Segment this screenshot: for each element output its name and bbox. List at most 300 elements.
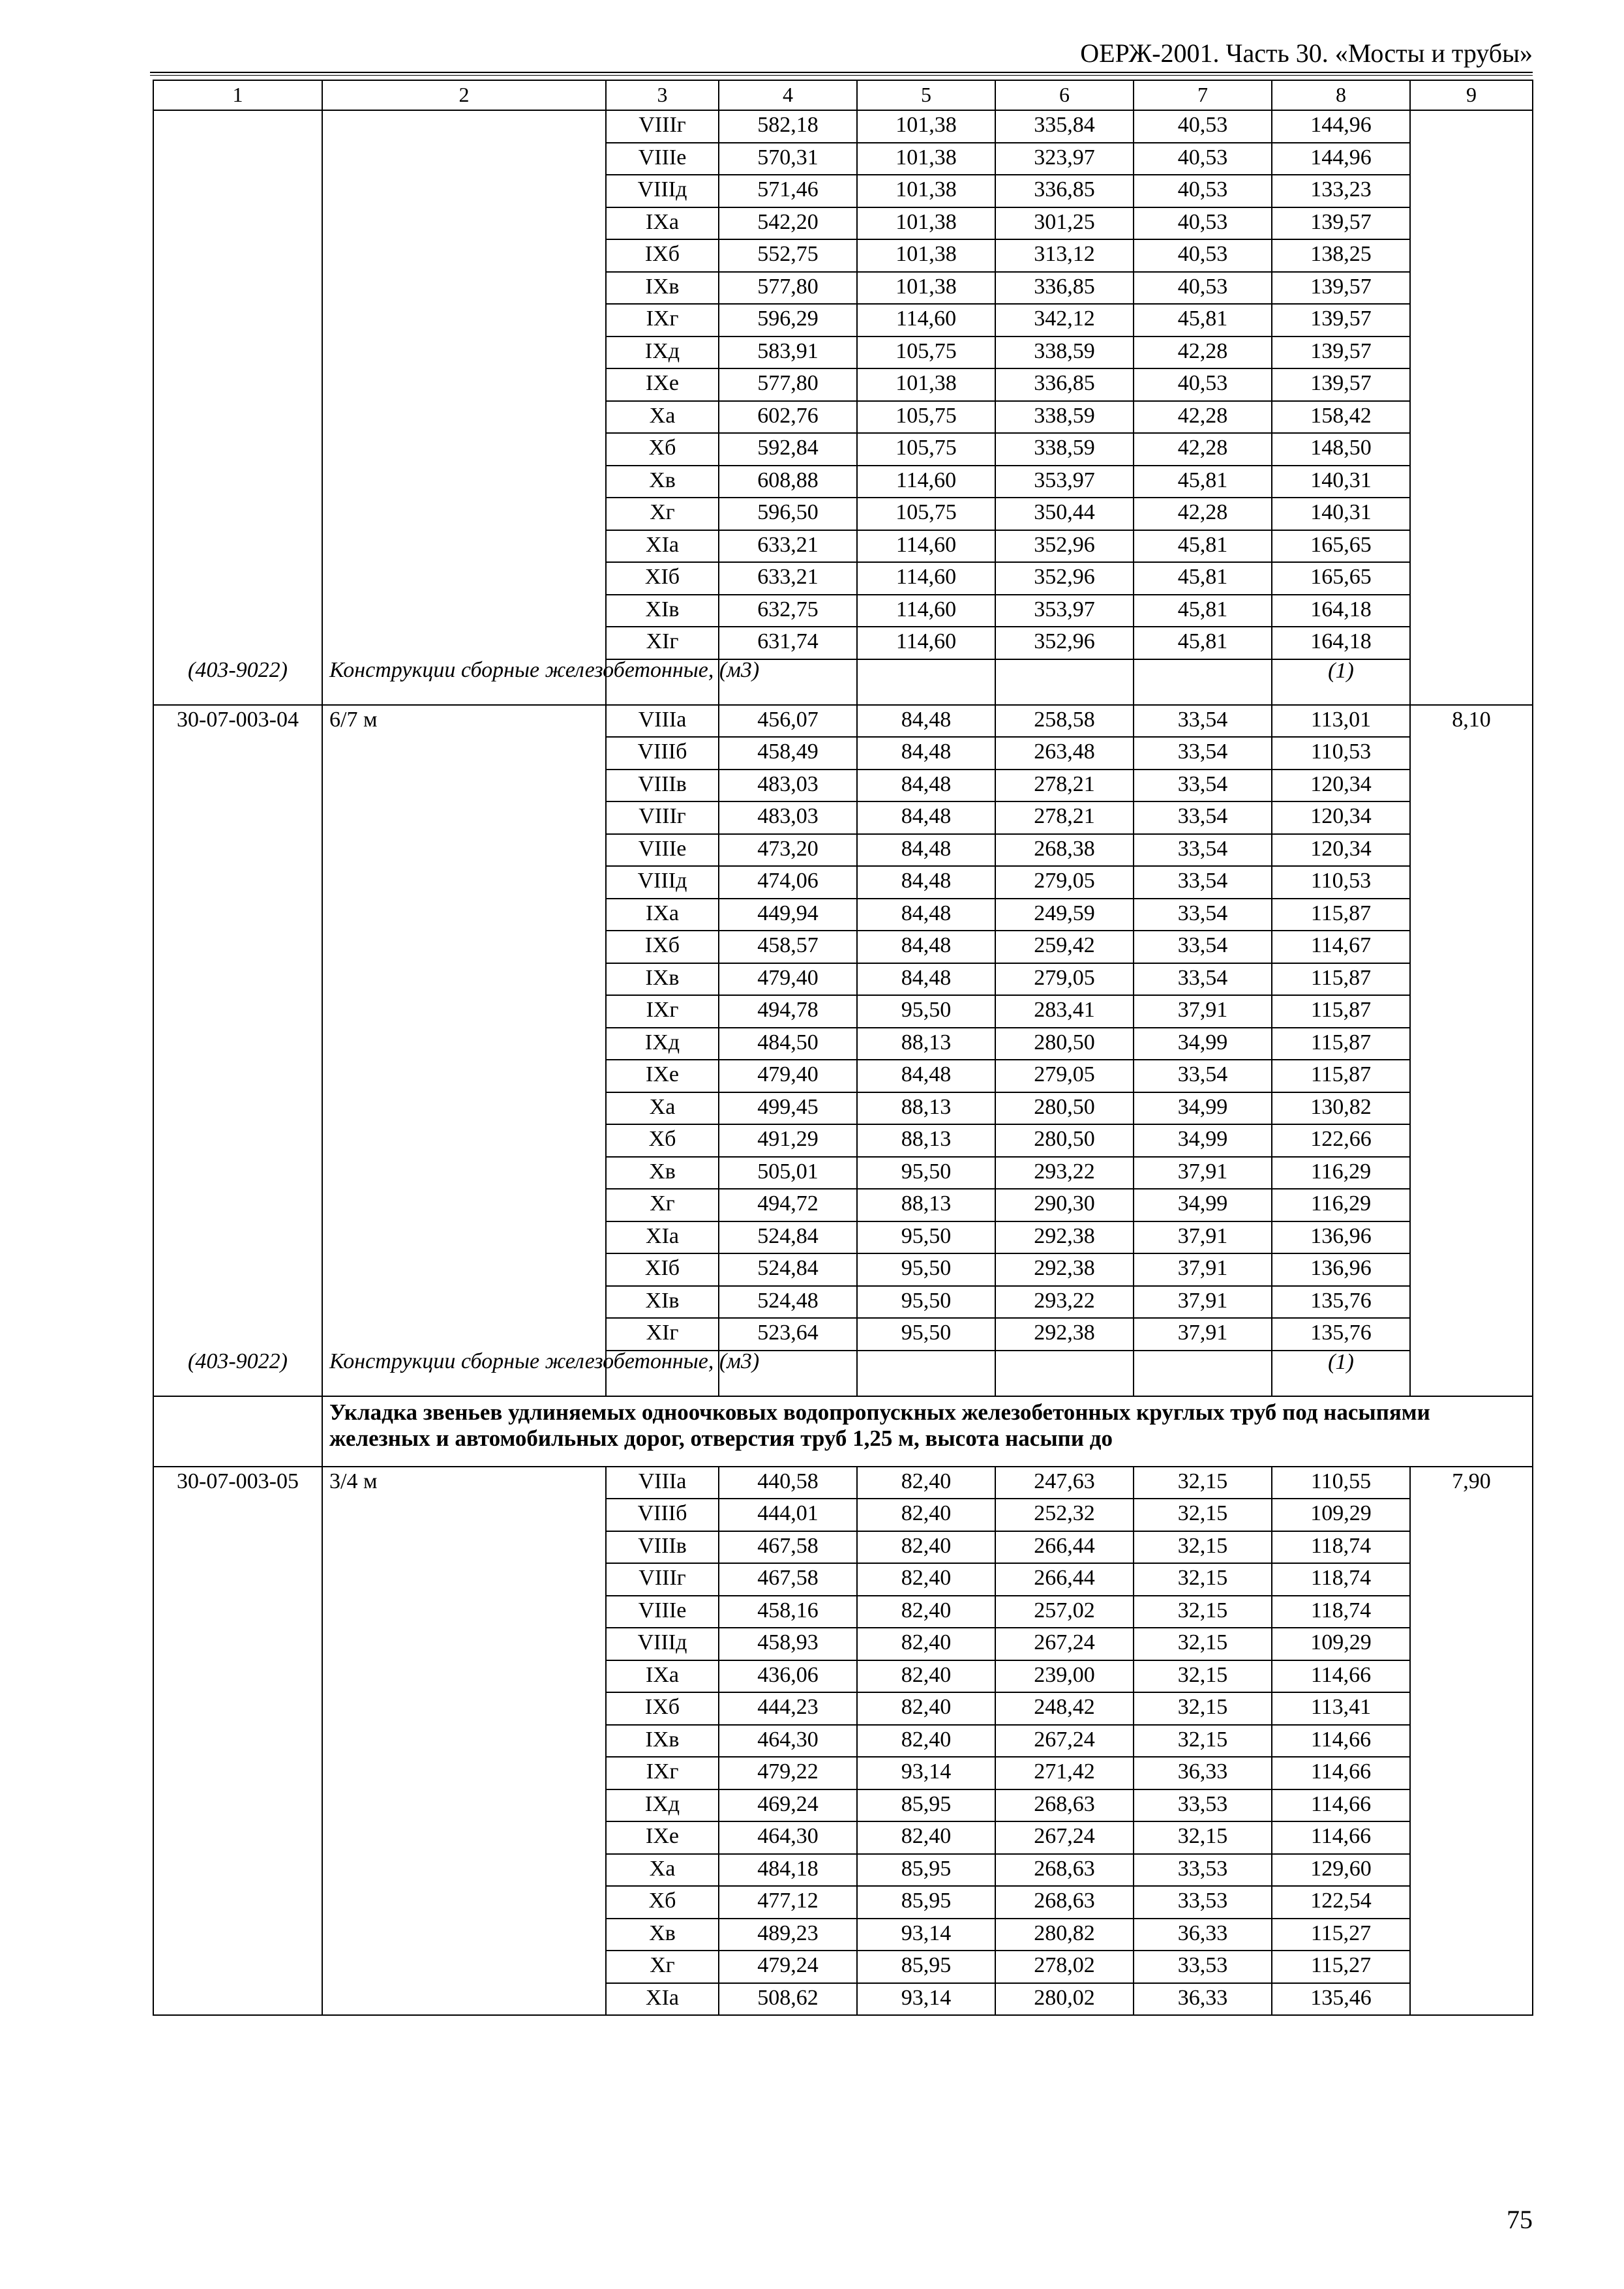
- table-row: [153, 1253, 1533, 1286]
- value-cell: 484,18: [719, 1854, 857, 1887]
- norm-code: [153, 1789, 322, 1822]
- table-row: [153, 1221, 1533, 1254]
- zone-cell: VIIIв: [606, 770, 719, 802]
- value-cell: 95,50: [857, 1157, 995, 1189]
- norm-name: [322, 433, 606, 466]
- value-cell: 436,06: [719, 1660, 857, 1693]
- value-cell: 37,91: [1134, 1221, 1272, 1254]
- value-cell: 82,40: [857, 1660, 995, 1693]
- value-cell: 239,00: [995, 1660, 1134, 1693]
- norm-col9: [1410, 466, 1533, 498]
- zone-cell: IXв: [606, 963, 719, 996]
- value-cell: 165,65: [1272, 562, 1410, 595]
- table-row: [153, 737, 1533, 770]
- norm-name: [322, 1789, 606, 1822]
- zone-cell: Xв: [606, 1157, 719, 1189]
- zone-cell: Xг: [606, 1189, 719, 1221]
- norm-col9: [1410, 595, 1533, 627]
- norm-col9: [1410, 1563, 1533, 1596]
- value-cell: 631,74: [719, 627, 857, 659]
- value-cell: 268,38: [995, 834, 1134, 867]
- norms-table-body: [153, 80, 1533, 2015]
- value-cell: 293,22: [995, 1286, 1134, 1319]
- norm-col9: [1410, 1189, 1533, 1221]
- column-number: 6: [995, 80, 1134, 110]
- value-cell: 136,96: [1272, 1253, 1410, 1286]
- norm-name: [322, 1060, 606, 1092]
- value-cell: 113,01: [1272, 705, 1410, 738]
- value-cell: 353,97: [995, 595, 1134, 627]
- value-cell: 32,15: [1134, 1467, 1272, 1499]
- value-cell: 140,31: [1272, 498, 1410, 530]
- value-cell: 135,46: [1272, 1983, 1410, 2016]
- value-cell: 440,58: [719, 1467, 857, 1499]
- norm-code: [153, 866, 322, 899]
- zone-cell: IXв: [606, 272, 719, 305]
- header-rule: [150, 72, 1533, 76]
- norm-name: [322, 1157, 606, 1189]
- value-cell: 40,53: [1134, 207, 1272, 240]
- norm-col9: [1410, 1951, 1533, 1983]
- value-cell: 592,84: [719, 433, 857, 466]
- unit-reference: (403-9022): [153, 1351, 322, 1396]
- table-cell: [857, 1351, 995, 1396]
- norm-code: [153, 1092, 322, 1125]
- value-cell: 494,72: [719, 1189, 857, 1221]
- value-cell: 105,75: [857, 337, 995, 369]
- zone-cell: Xб: [606, 1886, 719, 1919]
- value-cell: 33,54: [1134, 705, 1272, 738]
- norm-code: [153, 1757, 322, 1789]
- norm-col9: [1410, 627, 1533, 659]
- value-cell: 33,53: [1134, 1951, 1272, 1983]
- column-number: 4: [719, 80, 857, 110]
- value-cell: 279,05: [995, 963, 1134, 996]
- zone-cell: VIIIд: [606, 1628, 719, 1660]
- value-cell: 632,75: [719, 595, 857, 627]
- norm-name: [322, 1821, 606, 1854]
- value-cell: 114,60: [857, 595, 995, 627]
- value-cell: 105,75: [857, 401, 995, 434]
- norm-code: [153, 1596, 322, 1628]
- table-row: [153, 1660, 1533, 1693]
- value-cell: 114,60: [857, 627, 995, 659]
- value-cell: 139,57: [1272, 207, 1410, 240]
- norm-code: [153, 1692, 322, 1725]
- value-cell: 336,85: [995, 272, 1134, 305]
- norm-code: [153, 1919, 322, 1951]
- value-cell: 263,48: [995, 737, 1134, 770]
- norm-name: [322, 963, 606, 996]
- value-cell: 458,93: [719, 1628, 857, 1660]
- value-cell: 85,95: [857, 1951, 995, 1983]
- value-cell: 82,40: [857, 1499, 995, 1531]
- norm-code: [153, 207, 322, 240]
- value-cell: 444,23: [719, 1692, 857, 1725]
- value-cell: 479,40: [719, 1060, 857, 1092]
- value-cell: 158,42: [1272, 401, 1410, 434]
- value-cell: 292,38: [995, 1221, 1134, 1254]
- norm-col9: [1410, 498, 1533, 530]
- column-number: 2: [322, 80, 606, 110]
- zone-cell: IXг: [606, 995, 719, 1028]
- column-number-row: [153, 80, 1533, 110]
- value-cell: 88,13: [857, 1028, 995, 1060]
- table-row: [153, 834, 1533, 867]
- value-cell: 45,81: [1134, 530, 1272, 563]
- norm-col9: [1410, 1886, 1533, 1919]
- table-row: [153, 1028, 1533, 1060]
- value-cell: 101,38: [857, 207, 995, 240]
- norm-name: [322, 1189, 606, 1221]
- value-cell: 114,60: [857, 530, 995, 563]
- norm-col9: [1410, 737, 1533, 770]
- value-cell: 524,48: [719, 1286, 857, 1319]
- norm-code: [153, 304, 322, 337]
- value-cell: 115,27: [1272, 1919, 1410, 1951]
- value-cell: 114,67: [1272, 931, 1410, 963]
- norm-name: [322, 770, 606, 802]
- norm-code: [153, 562, 322, 595]
- value-cell: 101,38: [857, 368, 995, 401]
- value-cell: 32,15: [1134, 1725, 1272, 1758]
- norm-name: [322, 627, 606, 659]
- norm-code: [153, 1221, 322, 1254]
- value-cell: 84,48: [857, 931, 995, 963]
- value-cell: 34,99: [1134, 1189, 1272, 1221]
- value-cell: 32,15: [1134, 1692, 1272, 1725]
- value-cell: 118,74: [1272, 1596, 1410, 1628]
- table-row: [153, 866, 1533, 899]
- section-heading-spacer: [153, 1396, 322, 1467]
- norm-code: [153, 627, 322, 659]
- value-cell: 114,66: [1272, 1757, 1410, 1789]
- norm-code: [153, 1628, 322, 1660]
- zone-cell: VIIIв: [606, 1531, 719, 1564]
- value-cell: 280,82: [995, 1919, 1134, 1951]
- norm-col9: [1410, 801, 1533, 834]
- norm-name: [322, 1531, 606, 1564]
- value-cell: 267,24: [995, 1821, 1134, 1854]
- table-row: [153, 1628, 1533, 1660]
- table-cell: [1134, 1351, 1272, 1396]
- value-cell: 110,53: [1272, 866, 1410, 899]
- value-cell: 266,44: [995, 1531, 1134, 1564]
- zone-cell: Xв: [606, 1919, 719, 1951]
- value-cell: 88,13: [857, 1189, 995, 1221]
- value-cell: 336,85: [995, 368, 1134, 401]
- zone-cell: IXб: [606, 1692, 719, 1725]
- value-cell: 335,84: [995, 110, 1134, 143]
- value-cell: 139,57: [1272, 304, 1410, 337]
- value-cell: 34,99: [1134, 1124, 1272, 1157]
- table-row: [153, 401, 1533, 434]
- column-number: 7: [1134, 80, 1272, 110]
- zone-cell: VIIIб: [606, 1499, 719, 1531]
- norm-col9: [1410, 530, 1533, 563]
- value-cell: 458,16: [719, 1596, 857, 1628]
- value-cell: 84,48: [857, 770, 995, 802]
- value-cell: 542,20: [719, 207, 857, 240]
- value-cell: 484,50: [719, 1028, 857, 1060]
- value-cell: 259,42: [995, 931, 1134, 963]
- zone-cell: XIв: [606, 595, 719, 627]
- table-row: [153, 562, 1533, 595]
- norm-col9: [1410, 834, 1533, 867]
- norm-col9: [1410, 1253, 1533, 1286]
- value-cell: 42,28: [1134, 337, 1272, 369]
- value-cell: 474,06: [719, 866, 857, 899]
- value-cell: 458,57: [719, 931, 857, 963]
- value-cell: 32,15: [1134, 1660, 1272, 1693]
- norm-code: [153, 368, 322, 401]
- section-heading: Укладка звеньев удлиняемых одноочковых водопропускных железобетонных круглых труб под насыпями железных и автомобильных дорог, отверстия труб 1,25 м, высота насыпи до: [322, 1396, 1533, 1467]
- unit-description: Конструкции сборные железобетонные, (м3): [322, 659, 606, 705]
- norm-col9: [1410, 1157, 1533, 1189]
- value-cell: 164,18: [1272, 627, 1410, 659]
- norm-name: 6/7 м: [322, 705, 606, 738]
- table-row: [153, 207, 1533, 240]
- table-row: [153, 899, 1533, 931]
- norm-code: [153, 1060, 322, 1092]
- value-cell: 133,23: [1272, 175, 1410, 207]
- table-cell: [1410, 1351, 1533, 1396]
- value-cell: 122,54: [1272, 1886, 1410, 1919]
- zone-cell: IXв: [606, 1725, 719, 1758]
- table-row: [153, 1854, 1533, 1887]
- value-cell: 45,81: [1134, 627, 1272, 659]
- norm-name: [322, 498, 606, 530]
- norm-code: [153, 1286, 322, 1319]
- value-cell: 114,60: [857, 562, 995, 595]
- norm-code: [153, 899, 322, 931]
- value-cell: 45,81: [1134, 466, 1272, 498]
- norm-col9: [1410, 1789, 1533, 1822]
- value-cell: 33,53: [1134, 1854, 1272, 1887]
- norm-col9: [1410, 1628, 1533, 1660]
- norm-code: [153, 1983, 322, 2016]
- zone-cell: Xг: [606, 1951, 719, 1983]
- norm-col9: [1410, 1821, 1533, 1854]
- value-cell: 278,21: [995, 770, 1134, 802]
- norm-col9: [1410, 1660, 1533, 1693]
- value-cell: 268,63: [995, 1854, 1134, 1887]
- table-row: [153, 1725, 1533, 1758]
- norm-code: [153, 530, 322, 563]
- norm-col9: [1410, 1692, 1533, 1725]
- zone-cell: IXг: [606, 1757, 719, 1789]
- value-cell: 33,54: [1134, 801, 1272, 834]
- value-cell: 101,38: [857, 110, 995, 143]
- zone-cell: VIIIе: [606, 834, 719, 867]
- norm-code: [153, 770, 322, 802]
- norm-col9: [1410, 337, 1533, 369]
- value-cell: 479,40: [719, 963, 857, 996]
- value-cell: 252,32: [995, 1499, 1134, 1531]
- norm-name: [322, 530, 606, 563]
- norm-col9: [1410, 1757, 1533, 1789]
- value-cell: 483,03: [719, 770, 857, 802]
- value-cell: 115,87: [1272, 1028, 1410, 1060]
- value-cell: 95,50: [857, 1253, 995, 1286]
- zone-cell: XIг: [606, 627, 719, 659]
- value-cell: 293,22: [995, 1157, 1134, 1189]
- norm-col9: [1410, 931, 1533, 963]
- norm-col9: [1410, 110, 1533, 143]
- norm-col9: 8,10: [1410, 705, 1533, 738]
- value-cell: 464,30: [719, 1725, 857, 1758]
- value-cell: 95,50: [857, 1221, 995, 1254]
- value-cell: 140,31: [1272, 466, 1410, 498]
- norm-name: [322, 1757, 606, 1789]
- value-cell: 144,96: [1272, 143, 1410, 175]
- norm-name: [322, 1563, 606, 1596]
- value-cell: 449,94: [719, 899, 857, 931]
- table-row: [153, 433, 1533, 466]
- value-cell: 42,28: [1134, 498, 1272, 530]
- norm-code: [153, 1821, 322, 1854]
- norm-code: [153, 1951, 322, 1983]
- value-cell: 32,15: [1134, 1563, 1272, 1596]
- value-cell: 33,54: [1134, 1060, 1272, 1092]
- norm-name: [322, 1499, 606, 1531]
- column-number: 8: [1272, 80, 1410, 110]
- norm-name: [322, 1725, 606, 1758]
- value-cell: 101,38: [857, 239, 995, 272]
- value-cell: 95,50: [857, 1286, 995, 1319]
- value-cell: 42,28: [1134, 401, 1272, 434]
- norm-code: [153, 1124, 322, 1157]
- value-cell: 499,45: [719, 1092, 857, 1125]
- column-number: 5: [857, 80, 995, 110]
- norm-name: [322, 337, 606, 369]
- table-row: [153, 801, 1533, 834]
- norm-col9: [1410, 1060, 1533, 1092]
- zone-cell: IXа: [606, 899, 719, 931]
- table-row: [153, 143, 1533, 175]
- value-cell: 113,41: [1272, 1692, 1410, 1725]
- value-cell: 88,13: [857, 1092, 995, 1125]
- norm-name: [322, 239, 606, 272]
- value-cell: 602,76: [719, 401, 857, 434]
- value-cell: 148,50: [1272, 433, 1410, 466]
- value-cell: 82,40: [857, 1596, 995, 1628]
- zone-cell: XIг: [606, 1318, 719, 1351]
- value-cell: 279,05: [995, 866, 1134, 899]
- value-cell: 257,02: [995, 1596, 1134, 1628]
- norm-col9: [1410, 304, 1533, 337]
- value-cell: 271,42: [995, 1757, 1134, 1789]
- table-row: [153, 337, 1533, 369]
- norm-code: [153, 1854, 322, 1887]
- value-cell: 82,40: [857, 1821, 995, 1854]
- zone-cell: IXа: [606, 207, 719, 240]
- value-cell: 118,74: [1272, 1531, 1410, 1564]
- norm-code: 30-07-003-05: [153, 1467, 322, 1499]
- value-cell: 139,57: [1272, 337, 1410, 369]
- value-cell: 101,38: [857, 143, 995, 175]
- norm-code: [153, 1725, 322, 1758]
- norm-name: [322, 1092, 606, 1125]
- table-cell: [1410, 659, 1533, 705]
- value-cell: 33,54: [1134, 770, 1272, 802]
- unit-row: [153, 1351, 1533, 1396]
- value-cell: 42,28: [1134, 433, 1272, 466]
- norm-col9: [1410, 963, 1533, 996]
- norm-name: [322, 272, 606, 305]
- table-row: [153, 1286, 1533, 1319]
- value-cell: 37,91: [1134, 1253, 1272, 1286]
- zone-cell: Xа: [606, 1092, 719, 1125]
- norm-name: [322, 1919, 606, 1951]
- table-row: [153, 1318, 1533, 1351]
- zone-cell: IXг: [606, 304, 719, 337]
- value-cell: 109,29: [1272, 1499, 1410, 1531]
- value-cell: 115,87: [1272, 1060, 1410, 1092]
- norm-code: [153, 1886, 322, 1919]
- table-row: [153, 1951, 1533, 1983]
- value-cell: 116,29: [1272, 1157, 1410, 1189]
- norm-col9: [1410, 1499, 1533, 1531]
- norm-name: [322, 995, 606, 1028]
- norm-col9: [1410, 1124, 1533, 1157]
- zone-cell: VIIIг: [606, 801, 719, 834]
- norm-code: [153, 1189, 322, 1221]
- norm-col9: [1410, 143, 1533, 175]
- norm-col9: [1410, 272, 1533, 305]
- norm-col9: [1410, 1092, 1533, 1125]
- table-row: [153, 1692, 1533, 1725]
- table-row: [153, 963, 1533, 996]
- table-cell: [995, 659, 1134, 705]
- table-row: [153, 931, 1533, 963]
- section-heading-row: [153, 1396, 1533, 1467]
- zone-cell: VIIIа: [606, 705, 719, 738]
- norm-name: [322, 737, 606, 770]
- norm-code: [153, 834, 322, 867]
- zone-cell: IXд: [606, 337, 719, 369]
- value-cell: 505,01: [719, 1157, 857, 1189]
- value-cell: 88,13: [857, 1124, 995, 1157]
- value-cell: 93,14: [857, 1919, 995, 1951]
- table-row: [153, 239, 1533, 272]
- value-cell: 458,49: [719, 737, 857, 770]
- norm-col9: [1410, 1221, 1533, 1254]
- value-cell: 110,55: [1272, 1467, 1410, 1499]
- norm-code: [153, 801, 322, 834]
- norm-name: [322, 143, 606, 175]
- norm-name: [322, 595, 606, 627]
- value-cell: 577,80: [719, 368, 857, 401]
- value-cell: 248,42: [995, 1692, 1134, 1725]
- value-cell: 292,38: [995, 1253, 1134, 1286]
- value-cell: 473,20: [719, 834, 857, 867]
- value-cell: 33,53: [1134, 1886, 1272, 1919]
- norm-code: [153, 1531, 322, 1564]
- zone-cell: VIIIе: [606, 143, 719, 175]
- norm-name: [322, 1028, 606, 1060]
- table-cell: [857, 659, 995, 705]
- norm-name: [322, 899, 606, 931]
- value-cell: 82,40: [857, 1628, 995, 1660]
- value-cell: 33,54: [1134, 866, 1272, 899]
- table-row: [153, 466, 1533, 498]
- value-cell: 40,53: [1134, 239, 1272, 272]
- value-cell: 494,78: [719, 995, 857, 1028]
- norm-code: [153, 1318, 322, 1351]
- value-cell: 290,30: [995, 1189, 1134, 1221]
- table-row: [153, 272, 1533, 305]
